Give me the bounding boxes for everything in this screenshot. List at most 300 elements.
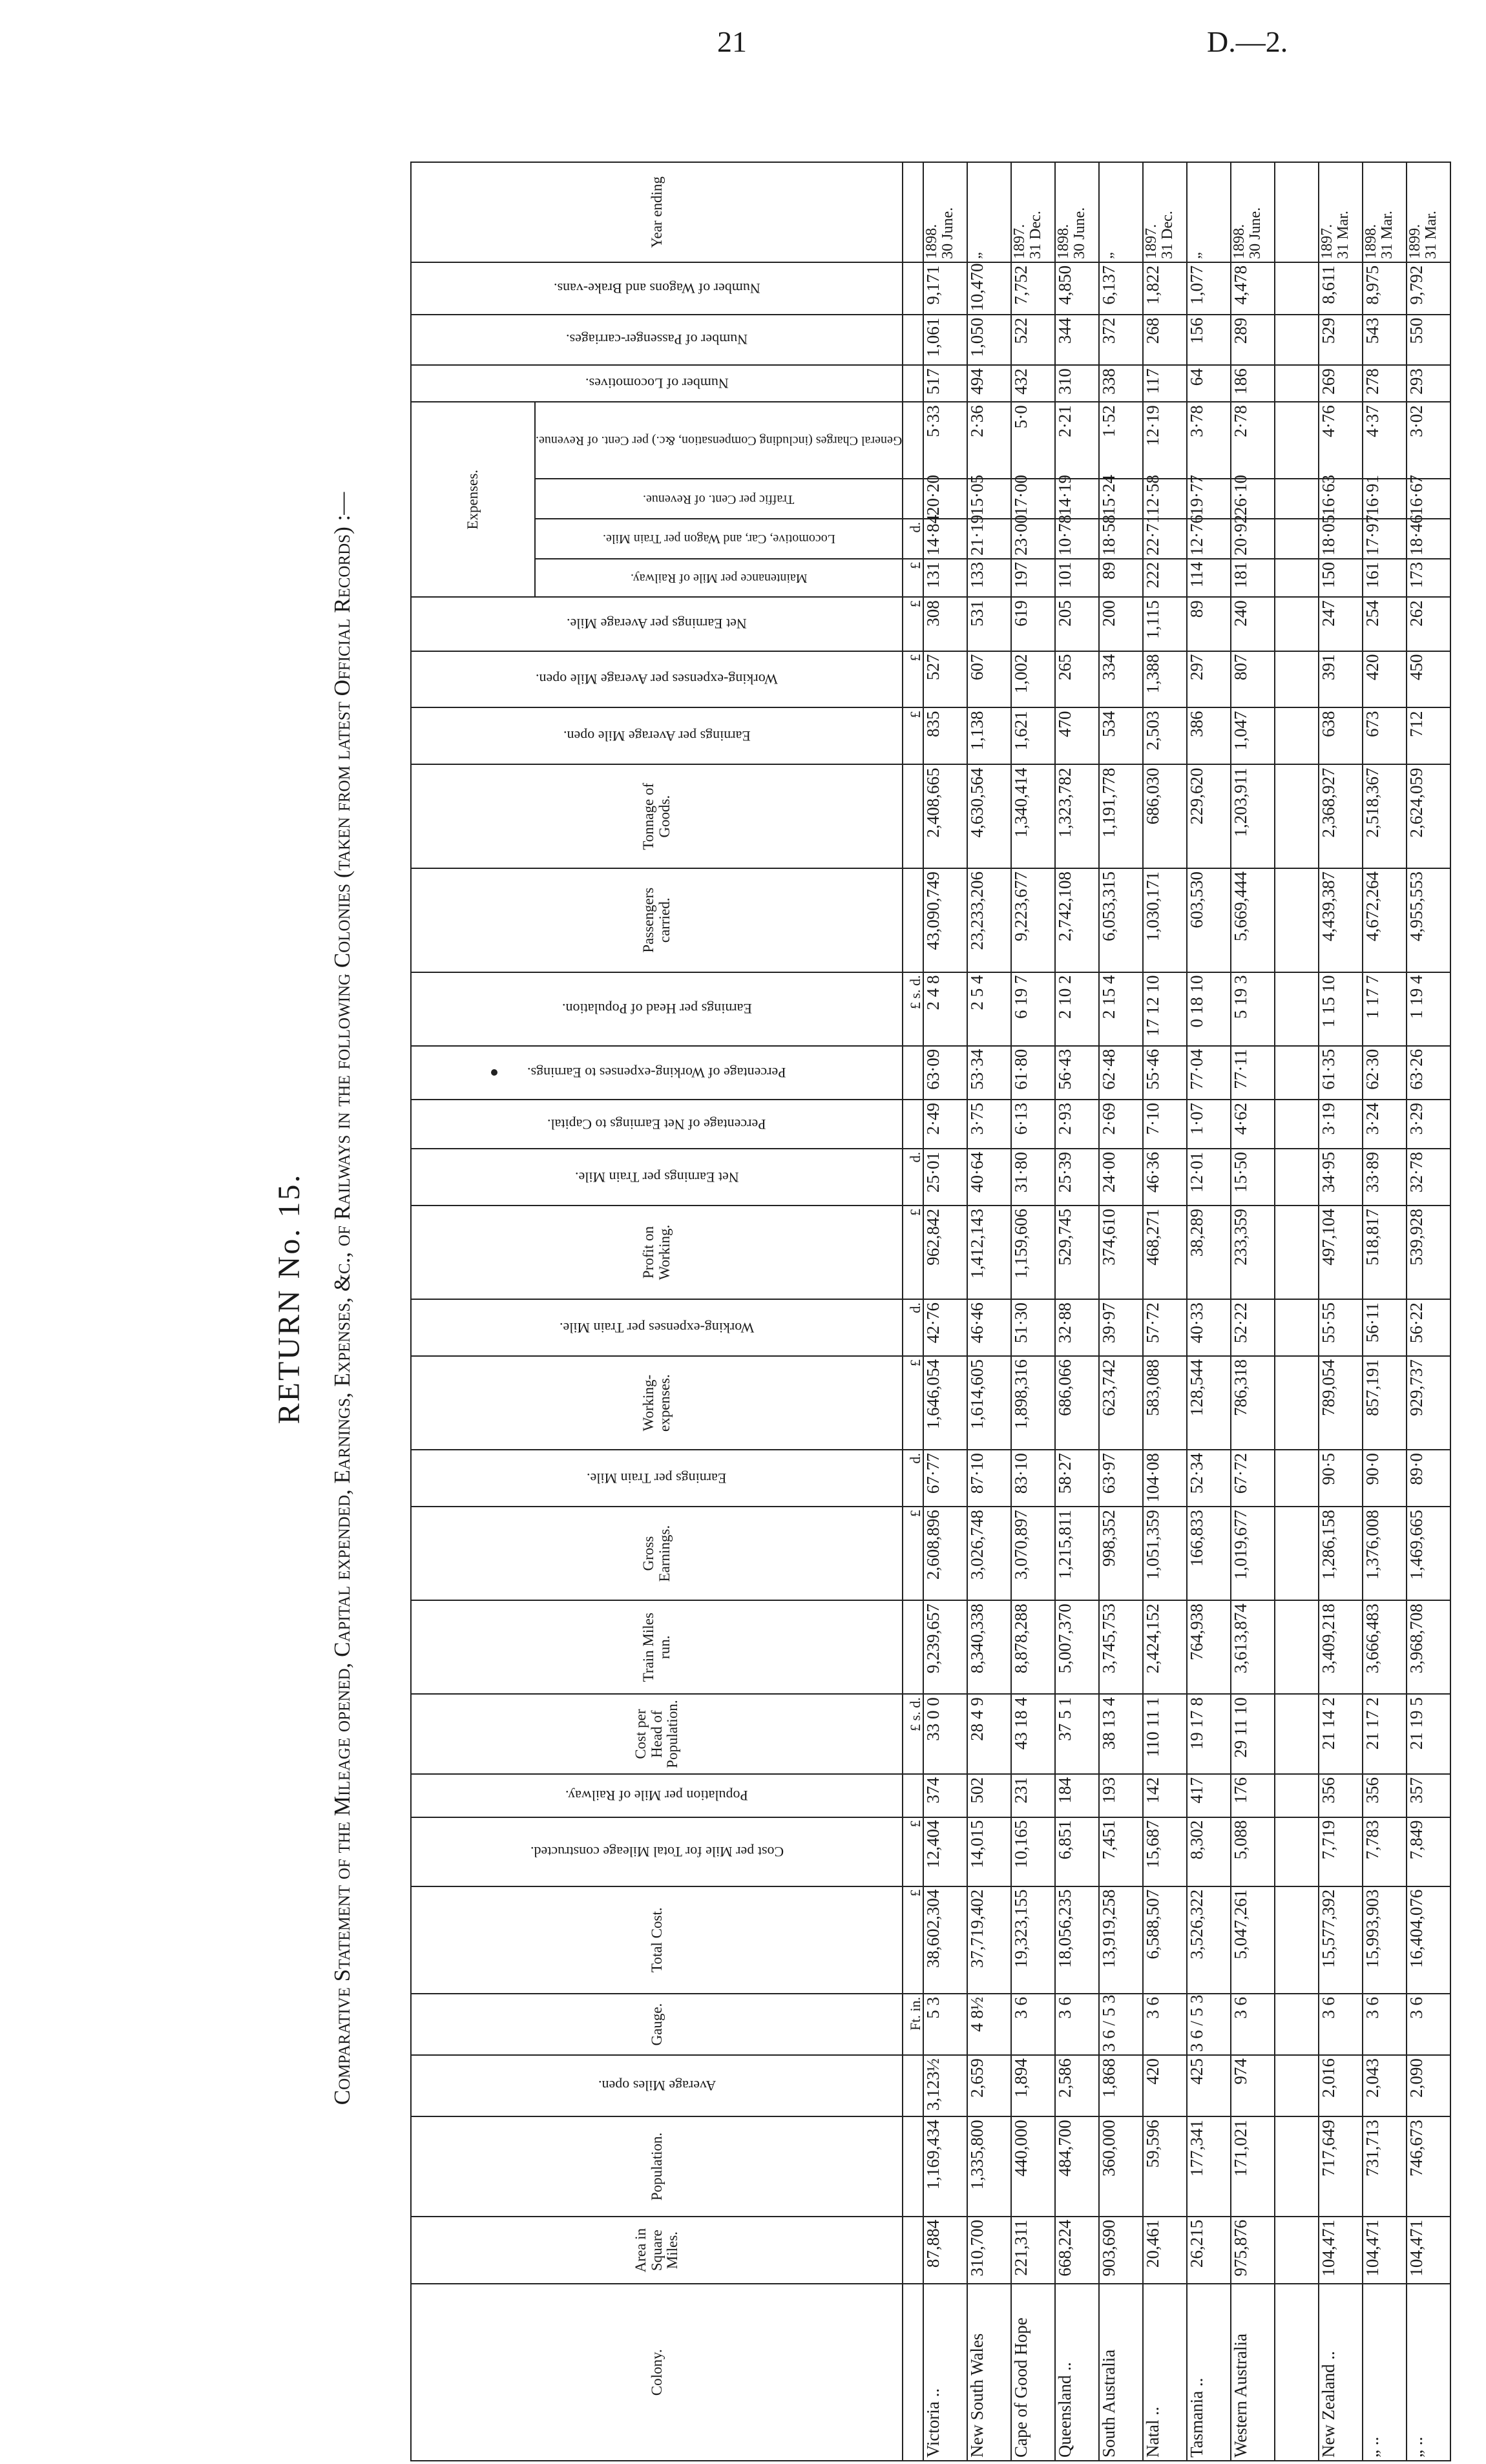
cell-earn-head: 2 5 4 (967, 972, 1011, 1046)
cell-maint: 114 (1187, 559, 1231, 597)
cell-tonnage: 2,368,927 (1319, 764, 1363, 868)
cell-miles-open: 974 (1231, 2055, 1275, 2116)
cell-working-expenses: 128,544 (1187, 1356, 1231, 1450)
header-expenses-group: Expenses. (411, 402, 535, 597)
cell-miles-open: 2,659 (967, 2055, 1011, 2116)
table-row (923, 162, 967, 2461)
cell-working-expenses: 686,066 (1055, 1356, 1099, 1450)
cell-tonnage: 229,620 (1187, 764, 1231, 868)
header-gross-earnings: Gross Earnings. (411, 1507, 903, 1600)
cell-earn-head: 6 19 7 (1011, 972, 1055, 1046)
cell-loco: 12·76 (1187, 519, 1231, 559)
cell-area: 975,876 (1231, 2217, 1275, 2284)
cell-wexp-avg: 391 (1319, 651, 1363, 708)
cell-cost-per-head: 110 11 1 (1143, 1694, 1187, 1774)
cell-gross-earnings: 166,833 (1187, 1507, 1231, 1600)
cell-population: 746,673 (1407, 2116, 1450, 2217)
cell-earn-avg: 638 (1319, 708, 1363, 765)
cell-locos: 278 (1363, 365, 1407, 402)
cell-net-avg: 240 (1231, 597, 1275, 651)
header-miles-open: Average Miles open. (411, 2055, 903, 2116)
cell-train-miles: 8,878,288 (1011, 1600, 1055, 1694)
header-earn-avg-mile: Earnings per Average Mile open. (411, 708, 903, 765)
cell-maint: 101 (1055, 559, 1099, 597)
cell-cost-per-head: 37 5 1 (1055, 1694, 1099, 1774)
table-row (1407, 162, 1450, 2461)
spacer-row (1275, 162, 1319, 2461)
cell-earn-avg: 2,503 (1143, 708, 1187, 765)
cell-pct-wexp: 63·09 (923, 1046, 967, 1100)
header-train-miles: Train Miles run. (411, 1600, 903, 1694)
cell-area: 668,224 (1055, 2217, 1099, 2284)
cell-pct-net: 3·75 (967, 1100, 1011, 1149)
cell-wexp-avg: 1,388 (1143, 651, 1187, 708)
cell-traffic: 16·67 (1407, 479, 1450, 519)
cell-wexptm: 32·88 (1055, 1299, 1099, 1356)
cell-passengers: 9,223,677 (1011, 868, 1055, 972)
cell-cost-per-mile: 10,165 (1011, 1817, 1055, 1886)
cell-tonnage: 2,408,665 (923, 764, 967, 868)
cell-carriages: 550 (1407, 315, 1450, 365)
cell-profit: 374,610 (1099, 1206, 1143, 1299)
cell-carriages: 529 (1319, 315, 1363, 365)
cell-working-expenses: 786,318 (1231, 1356, 1275, 1450)
cell-gauge: 4 8½ (967, 1994, 1011, 2055)
cell-gross-earnings: 998,352 (1099, 1507, 1143, 1600)
cell-pop-per-mile: 417 (1187, 1774, 1231, 1817)
cell-wagons: 9,792 (1407, 262, 1450, 315)
cell-eptm: 67·72 (1231, 1450, 1275, 1507)
cell-general: 3·02 (1407, 402, 1450, 479)
cell-gauge: 3 6 (1011, 1994, 1055, 2055)
cell-carriages: 372 (1099, 315, 1143, 365)
cell-nptm: 24·00 (1099, 1149, 1143, 1206)
cell-earn-avg: 470 (1055, 708, 1099, 765)
table-row (1187, 162, 1231, 2461)
cell-cost-per-head: 29 11 10 (1231, 1694, 1275, 1774)
cell-working-expenses: 1,898,316 (1011, 1356, 1055, 1450)
cell-wagons: 8,975 (1363, 262, 1407, 315)
cell-cost-per-mile: 15,687 (1143, 1817, 1187, 1886)
cell-pct-wexp: 61·35 (1319, 1046, 1363, 1100)
cell-carriages: 344 (1055, 315, 1099, 365)
header-working-expenses: Working-expenses. (411, 1356, 903, 1450)
cell-net-avg: 619 (1011, 597, 1055, 651)
header-pop-per-mile: Population per Mile of Railway. (411, 1774, 903, 1817)
cell-traffic: 15·24 (1099, 479, 1143, 519)
cell-area: 310,700 (967, 2217, 1011, 2284)
cell-cost-per-head: 21 19 5 (1407, 1694, 1450, 1774)
cell-working-expenses: 1,614,605 (967, 1356, 1011, 1450)
cell-miles-open: 1,894 (1011, 2055, 1055, 2116)
cell-area: 87,884 (923, 2217, 967, 2284)
cell-general: 2·21 (1055, 402, 1099, 479)
cell-pct-net: 3·19 (1319, 1100, 1363, 1149)
cell-eptm: 90·5 (1319, 1450, 1363, 1507)
cell-profit: 38,289 (1187, 1206, 1231, 1299)
cell-earn-head: 2 15 4 (1099, 972, 1143, 1046)
cell-wagons: 9,171 (923, 262, 967, 315)
cell-pop-per-mile: 184 (1055, 1774, 1099, 1817)
cell-profit: 1,159,606 (1011, 1206, 1055, 1299)
header-wexp-avg-mile: Working-expenses per Average Mile open. (411, 651, 903, 708)
cell-cost-per-mile: 7,451 (1099, 1817, 1143, 1886)
cell-wexptm: 42·76 (923, 1299, 967, 1356)
cell-total-cost: 37,719,402 (967, 1886, 1011, 1994)
cell-colony: „ .. (1407, 2284, 1450, 2461)
unit-net-avg: £ (903, 597, 923, 651)
header-tonnage: Tonnage of Goods. (411, 764, 903, 868)
header-gauge: Gauge. (411, 1994, 903, 2055)
cell-nptm: 34·95 (1319, 1149, 1363, 1206)
cell-population: 360,000 (1099, 2116, 1143, 2217)
cell-population: 1,169,434 (923, 2116, 967, 2217)
cell-total-cost: 6,588,507 (1143, 1886, 1187, 1994)
cell-passengers: 2,742,108 (1055, 868, 1099, 972)
unit-gross-earnings: £ (903, 1507, 923, 1600)
cell-year: 1898. 30 June. (1231, 162, 1275, 262)
cell-pop-per-mile: 193 (1099, 1774, 1143, 1817)
cell-wagons: 1,822 (1143, 262, 1187, 315)
cell-wexp-avg: 450 (1407, 651, 1450, 708)
cell-loco: 22·71 (1143, 519, 1187, 559)
cell-maint: 133 (967, 559, 1011, 597)
cell-cost-per-mile: 6,851 (1055, 1817, 1099, 1886)
cell-total-cost: 18,056,235 (1055, 1886, 1099, 1994)
cell-passengers: 4,439,387 (1319, 868, 1363, 972)
cell-earn-avg: 1,138 (967, 708, 1011, 765)
cell-profit: 1,412,143 (967, 1206, 1011, 1299)
cell-train-miles: 3,666,483 (1363, 1600, 1407, 1694)
header-wagons: Number of Wagons and Brake-vans. (411, 262, 903, 315)
header-colony: Colony. (411, 2284, 903, 2461)
cell-locos: 186 (1231, 365, 1275, 402)
cell-pct-net: 3·24 (1363, 1100, 1407, 1149)
cell-total-cost: 19,323,155 (1011, 1886, 1055, 1994)
cell-colony: New South Wales (967, 2284, 1011, 2461)
header-earnings-per-train-mile: Earnings per Train Mile. (411, 1450, 903, 1507)
cell-traffic: 20·20 (923, 479, 967, 519)
unit-gauge: Ft. in. (903, 1994, 923, 2055)
cell-profit: 529,745 (1055, 1206, 1099, 1299)
unit-profit: £ (903, 1206, 923, 1299)
cell-maint: 131 (923, 559, 967, 597)
cell-population: 484,700 (1055, 2116, 1099, 2217)
cell-wexptm: 52·22 (1231, 1299, 1275, 1356)
cell-population: 171,021 (1231, 2116, 1275, 2217)
cell-earn-avg: 673 (1363, 708, 1407, 765)
cell-profit: 233,359 (1231, 1206, 1275, 1299)
cell-earn-head: 1 15 10 (1319, 972, 1363, 1046)
table-row (1143, 162, 1187, 2461)
cell-cost-per-head: 33 0 0 (923, 1694, 967, 1774)
cell-earn-avg: 1,047 (1231, 708, 1275, 765)
cell-pct-net: 2·93 (1055, 1100, 1099, 1149)
cell-area: 104,471 (1363, 2217, 1407, 2284)
cell-profit: 518,817 (1363, 1206, 1407, 1299)
cell-miles-open: 420 (1143, 2055, 1187, 2116)
page-number: 21 (717, 25, 747, 58)
cell-net-avg: 1,115 (1143, 597, 1187, 651)
cell-passengers: 23,233,206 (967, 868, 1011, 972)
cell-train-miles: 3,968,708 (1407, 1600, 1450, 1694)
cell-cost-per-mile: 12,404 (923, 1817, 967, 1886)
header-cost-per-mile: Cost per Mile for Total Mileage constructed. (411, 1817, 903, 1886)
cell-gauge: 3 6 / 5 3 (1187, 1994, 1231, 2055)
cell-year: 1898. 30 June. (1055, 162, 1099, 262)
cell-population: 717,649 (1319, 2116, 1363, 2217)
cell-pct-wexp: 56·43 (1055, 1046, 1099, 1100)
cell-loco: 21·19 (967, 519, 1011, 559)
cell-earn-head: 2 10 2 (1055, 972, 1099, 1046)
cell-traffic: 16·91 (1363, 479, 1407, 519)
table-row (1363, 162, 1407, 2461)
header-locomotive-car: Locomotive, Car, and Wagon per Train Mile. (535, 519, 903, 559)
cell-general: 12·19 (1143, 402, 1187, 479)
cell-loco: 17·97 (1363, 519, 1407, 559)
cell-wexp-avg: 607 (967, 651, 1011, 708)
cell-gross-earnings: 1,051,359 (1143, 1507, 1187, 1600)
cell-train-miles: 8,340,338 (967, 1600, 1011, 1694)
cell-gross-earnings: 3,026,748 (967, 1507, 1011, 1600)
cell-eptm: 89·0 (1407, 1450, 1450, 1507)
cell-miles-open: 2,016 (1319, 2055, 1363, 2116)
cell-traffic: 15·05 (967, 479, 1011, 519)
cell-colony: New Zealand .. (1319, 2284, 1363, 2461)
cell-general: 3·78 (1187, 402, 1231, 479)
unit-working-expenses: £ (903, 1356, 923, 1450)
cell-year: 1899. 31 Mar. (1407, 162, 1450, 262)
cell-gauge: 3 6 (1363, 1994, 1407, 2055)
cell-cost-per-head: 43 18 4 (1011, 1694, 1055, 1774)
cell-gross-earnings: 3,070,897 (1011, 1507, 1055, 1600)
cell-pct-wexp: 53·34 (967, 1046, 1011, 1100)
cell-loco: 18·46 (1407, 519, 1450, 559)
cell-nptm: 33·89 (1363, 1149, 1407, 1206)
cell-pop-per-mile: 374 (923, 1774, 967, 1817)
cell-net-avg: 89 (1187, 597, 1231, 651)
cell-maint: 89 (1099, 559, 1143, 597)
cell-wexptm: 40·33 (1187, 1299, 1231, 1356)
cell-cost-per-head: 28 4 9 (967, 1694, 1011, 1774)
cell-profit: 539,928 (1407, 1206, 1450, 1299)
cell-net-avg: 200 (1099, 597, 1143, 651)
cell-profit: 468,271 (1143, 1206, 1187, 1299)
cell-wexp-avg: 265 (1055, 651, 1099, 708)
header-wexp-per-train-mile: Working-expenses per Train Mile. (411, 1299, 903, 1356)
cell-pct-net: 2·69 (1099, 1100, 1143, 1149)
cell-pct-net: 7·10 (1143, 1100, 1187, 1149)
cell-cost-per-mile: 7,849 (1407, 1817, 1450, 1886)
table-row (1231, 162, 1275, 2461)
cell-wexptm: 56·22 (1407, 1299, 1450, 1356)
cell-gauge: 3 6 (1407, 1994, 1450, 2055)
cell-carriages: 1,061 (923, 315, 967, 365)
cell-gauge: 3 6 (1231, 1994, 1275, 2055)
cell-pop-per-mile: 502 (967, 1774, 1011, 1817)
return-title: RETURN No. 15. (272, 1173, 306, 1425)
unit-eptm: d. (903, 1450, 923, 1507)
cell-working-expenses: 929,737 (1407, 1356, 1450, 1450)
cell-wexp-avg: 297 (1187, 651, 1231, 708)
cell-wexptm: 46·46 (967, 1299, 1011, 1356)
cell-pop-per-mile: 231 (1011, 1774, 1055, 1817)
cell-loco: 18·05 (1319, 519, 1363, 559)
cell-earn-head: 2 4 8 (923, 972, 967, 1046)
unit-nptm: d. (903, 1149, 923, 1206)
cell-nptm: 12·01 (1187, 1149, 1231, 1206)
cell-wagons: 4,478 (1231, 262, 1275, 315)
cell-wexp-avg: 807 (1231, 651, 1275, 708)
cell-year: 1897. 31 Dec. (1011, 162, 1055, 262)
table-row (1011, 162, 1055, 2461)
cell-year: „ (1187, 162, 1231, 262)
header-earnings-per-head: Earnings per Head of Population. (411, 972, 903, 1046)
cell-total-cost: 15,577,392 (1319, 1886, 1363, 1994)
header-traffic: Traffic per Cent. of Revenue. (535, 479, 903, 519)
cell-train-miles: 3,409,218 (1319, 1600, 1363, 1694)
cell-net-avg: 262 (1407, 597, 1450, 651)
cell-passengers: 4,672,264 (1363, 868, 1407, 972)
cell-locos: 310 (1055, 365, 1099, 402)
cell-year: „ (1099, 162, 1143, 262)
unit-wexp-avg: £ (903, 651, 923, 708)
cell-loco: 14·84 (923, 519, 967, 559)
cell-total-cost: 3,526,322 (1187, 1886, 1231, 1994)
cell-tonnage: 2,518,367 (1363, 764, 1407, 868)
cell-pct-net: 6·13 (1011, 1100, 1055, 1149)
cell-pct-wexp: 77·04 (1187, 1046, 1231, 1100)
cell-eptm: 90·0 (1363, 1450, 1407, 1507)
cell-profit: 962,842 (923, 1206, 967, 1299)
cell-pct-wexp: 55·46 (1143, 1046, 1187, 1100)
header-year: Year ending (411, 162, 903, 262)
header-carriages: Number of Passenger-carriages. (411, 315, 903, 365)
unit-total-cost: £ (903, 1886, 923, 1994)
cell-gauge: 5 3 (923, 1994, 967, 2055)
cell-carriages: 543 (1363, 315, 1407, 365)
cell-pct-net: 1·07 (1187, 1100, 1231, 1149)
cell-gross-earnings: 1,469,665 (1407, 1507, 1450, 1600)
cell-miles-open: 1,868 (1099, 2055, 1143, 2116)
cell-wexptm: 56·11 (1363, 1299, 1407, 1356)
cell-nptm: 40·64 (967, 1149, 1011, 1206)
cell-eptm: 87·10 (967, 1450, 1011, 1507)
cell-loco: 20·92 (1231, 519, 1275, 559)
cell-eptm: 58·27 (1055, 1450, 1099, 1507)
cell-population: 440,000 (1011, 2116, 1055, 2217)
cell-area: 104,471 (1319, 2217, 1363, 2284)
cell-tonnage: 686,030 (1143, 764, 1187, 868)
cell-population: 59,596 (1143, 2116, 1187, 2217)
cell-gauge: 3 6 (1319, 1994, 1363, 2055)
unit-earnings-per-head: £ s. d. (903, 972, 923, 1046)
cell-eptm: 83·10 (1011, 1450, 1055, 1507)
cell-loco: 10·78 (1055, 519, 1099, 559)
rotated-return-sheet (271, 97, 1486, 2461)
header-population: Population. (411, 2116, 903, 2217)
cell-general: 4·37 (1363, 402, 1407, 479)
cell-gross-earnings: 1,286,158 (1319, 1507, 1363, 1600)
cell-locos: 117 (1143, 365, 1187, 402)
cell-passengers: 1,030,171 (1143, 868, 1187, 972)
cell-working-expenses: 857,191 (1363, 1356, 1407, 1450)
cell-general: 2·36 (967, 402, 1011, 479)
cell-gross-earnings: 2,608,896 (923, 1507, 967, 1600)
cell-population: 177,341 (1187, 2116, 1231, 2217)
cell-locos: 517 (923, 365, 967, 402)
cell-gauge: 3 6 (1055, 1994, 1099, 2055)
cell-pct-wexp: 62·48 (1099, 1046, 1143, 1100)
cell-earn-avg: 386 (1187, 708, 1231, 765)
cell-earn-head: 17 12 10 (1143, 972, 1187, 1046)
cell-colony: Queensland .. (1055, 2284, 1099, 2461)
cell-colony: „ .. (1363, 2284, 1407, 2461)
cell-eptm: 67·77 (923, 1450, 967, 1507)
cell-area: 26,215 (1187, 2217, 1231, 2284)
table-row (1099, 162, 1143, 2461)
cell-carriages: 1,050 (967, 315, 1011, 365)
cell-earn-avg: 712 (1407, 708, 1450, 765)
cell-working-expenses: 789,054 (1319, 1356, 1363, 1450)
cell-gross-earnings: 1,376,008 (1363, 1507, 1407, 1600)
cell-wagons: 6,137 (1099, 262, 1143, 315)
cell-nptm: 31·80 (1011, 1149, 1055, 1206)
cell-working-expenses: 623,742 (1099, 1356, 1143, 1450)
header-general-charges: General Charges (including Compensation, &c.) per Cent. of Revenue. (535, 402, 903, 479)
cell-year: 1898. 30 June. (923, 162, 967, 262)
cell-wagons: 10,470 (967, 262, 1011, 315)
cell-gross-earnings: 1,215,811 (1055, 1507, 1099, 1600)
cell-total-cost: 16,404,076 (1407, 1886, 1450, 1994)
header-total-cost: Total Cost. (411, 1886, 903, 1994)
cell-locos: 64 (1187, 365, 1231, 402)
cell-passengers: 5,669,444 (1231, 868, 1275, 972)
cell-earn-head: 1 17 7 (1363, 972, 1407, 1046)
cell-miles-open: 2,043 (1363, 2055, 1407, 2116)
cell-earn-head: 5 19 3 (1231, 972, 1275, 1046)
cell-year: 1898. 31 Mar. (1363, 162, 1407, 262)
header-locomotives: Number of Locomotives. (411, 365, 903, 402)
cell-area: 104,471 (1407, 2217, 1450, 2284)
cell-miles-open: 2,090 (1407, 2055, 1450, 2116)
cell-passengers: 603,530 (1187, 868, 1231, 972)
cell-area: 20,461 (1143, 2217, 1187, 2284)
cell-tonnage: 1,191,778 (1099, 764, 1143, 868)
table-body (903, 162, 1450, 2461)
cell-cost-per-mile: 8,302 (1187, 1817, 1231, 1886)
railway-comparison-table (410, 162, 1451, 2461)
header-net-avg-mile: Net Earnings per Average Mile. (411, 597, 903, 651)
unit-cost-per-mile: £ (903, 1817, 923, 1886)
cell-loco: 18·58 (1099, 519, 1143, 559)
cell-tonnage: 2,624,059 (1407, 764, 1450, 868)
cell-traffic: 17·00 (1011, 479, 1055, 519)
cell-wagons: 7,752 (1011, 262, 1055, 315)
return-subtitle: Comparative Statement of the Mileage opened, Capital expended, Earnings, Expenses, &c., of Railways in the following Colonies (taken from latest Official Records) :— (330, 492, 355, 2105)
cell-pop-per-mile: 356 (1363, 1774, 1407, 1817)
cell-area: 221,311 (1011, 2217, 1055, 2284)
cell-working-expenses: 1,646,054 (923, 1356, 967, 1450)
header-profit: Profit on Working. (411, 1206, 903, 1299)
cell-eptm: 104·08 (1143, 1450, 1187, 1507)
cell-miles-open: 2,586 (1055, 2055, 1099, 2116)
cell-working-expenses: 583,088 (1143, 1356, 1187, 1450)
cell-nptm: 25·01 (923, 1149, 967, 1206)
cell-general: 5·0 (1011, 402, 1055, 479)
unit-loco: d. (903, 519, 923, 559)
cell-population: 1,335,800 (967, 2116, 1011, 2217)
